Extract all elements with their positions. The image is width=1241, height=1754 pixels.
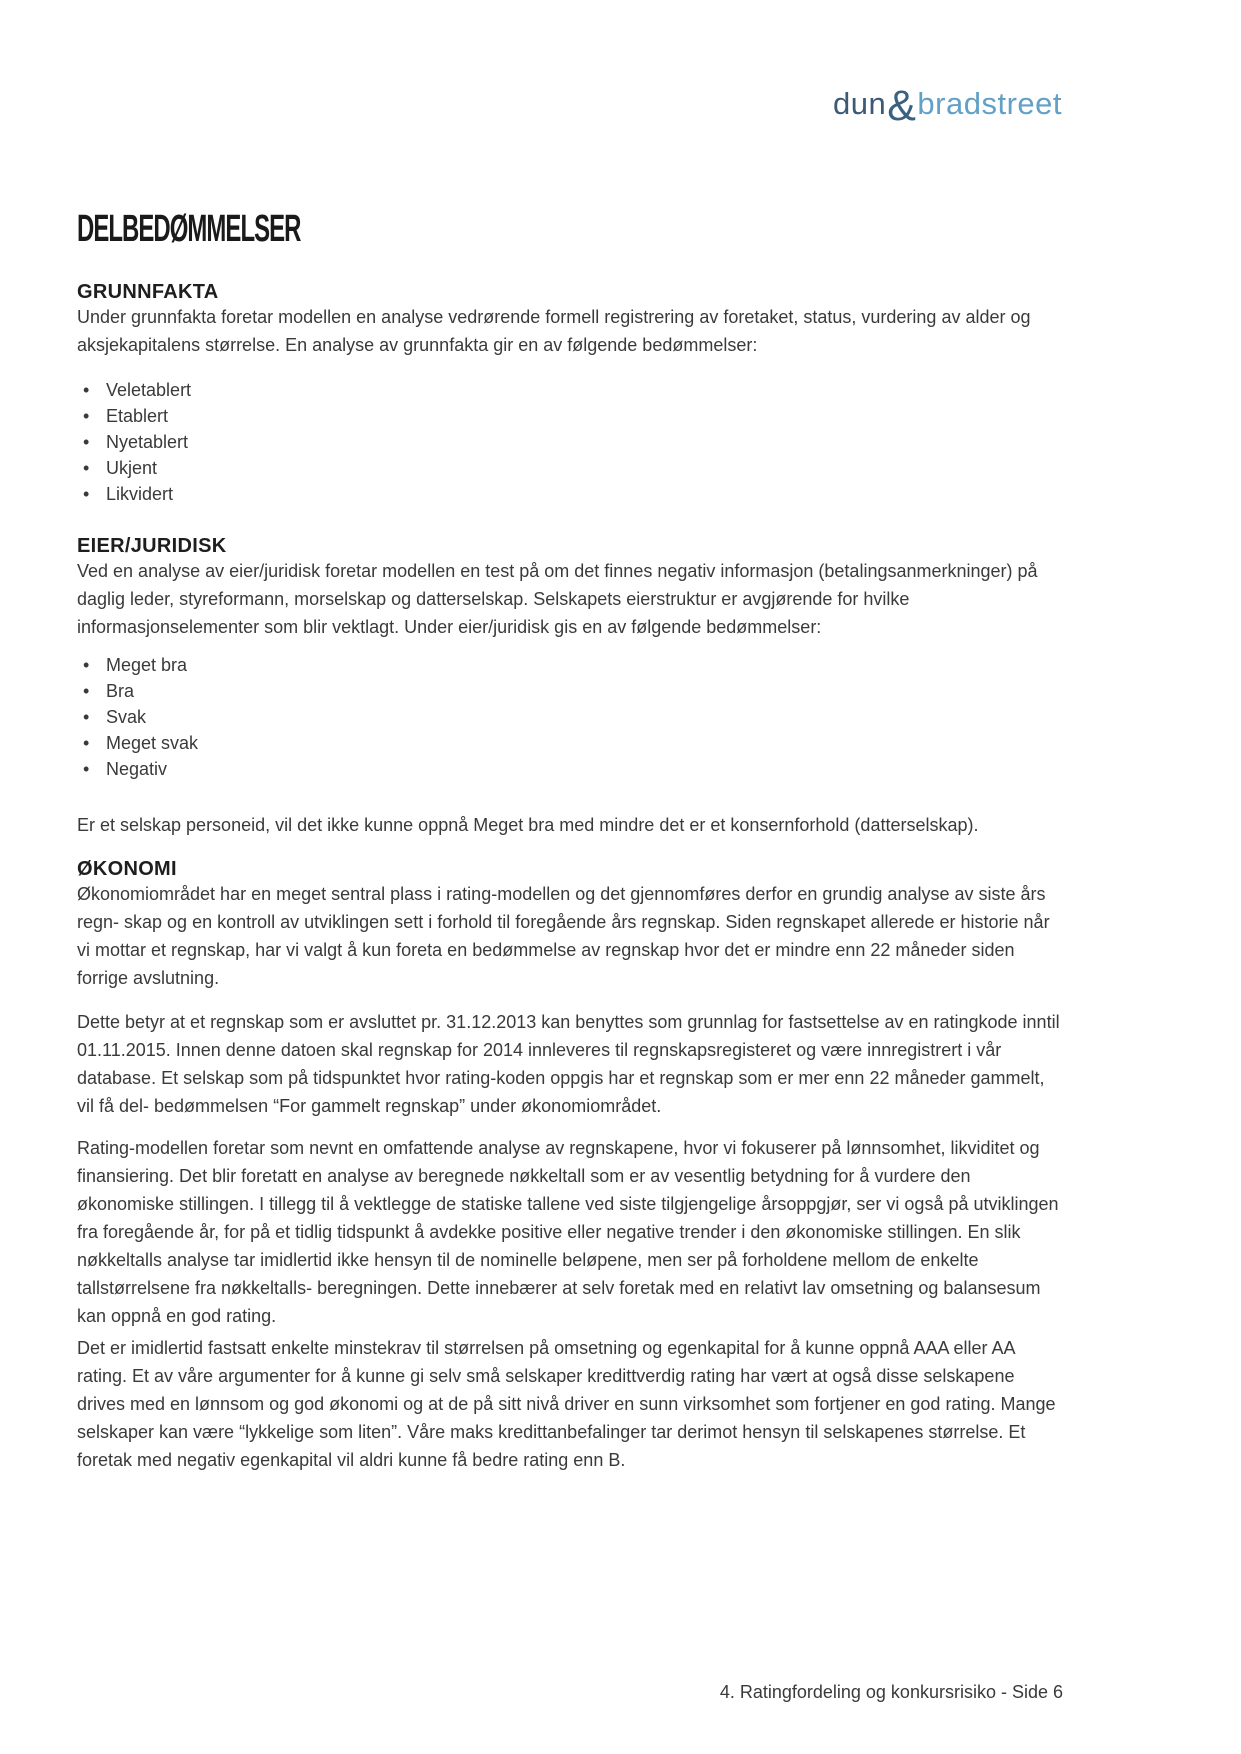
page-footer <box>720 1680 1063 1704</box>
section-heading-grunnfakta: GRUNNFAKTA <box>77 281 219 303</box>
list-item-label: Etablert <box>106 406 169 426</box>
list-item <box>77 756 1062 782</box>
list-item-label: Svak <box>106 707 147 727</box>
list-item <box>77 678 1062 704</box>
document-content <box>77 0 1062 1754</box>
list-item-label: Negativ <box>106 759 168 779</box>
list-item-label: Meget svak <box>106 733 199 753</box>
eier-juridisk-note-paragraph: Er et selskap personeid, vil det ikke kunne oppnå Meget bra med mindre det er et konsernforhold (datterselskap). <box>77 815 979 835</box>
okonomi-paragraph-4: Det er imidlertid fastsatt enkelte minstekrav til størrelsen på omsetning og egenkapital for å kunne oppnå AAA eller AA rating. Et av våre argumenter for å kunne gi selv små selskaper kredittverdig rating har vært at også disse selskapene drives med en lønnsom og god økonomi og at de på sitt nivå driver en sunn virksomhet som fortjener en god rating. Mange selskaper kan være “lykkelige som liten”. Våre maks kredittanbefalinger tar derimot hensyn til selskapenes størrelse. Et foretak med negativ egenkapital vil aldri kunne få bedre rating enn B. <box>77 1338 1056 1470</box>
okonomi-paragraph-2: Dette betyr at et regnskap som er avsluttet pr. 31.12.2013 kan benyttes som grunnlag for fastsettelse av en ratingkode inntil 01.11.2015. Innen denne datoen skal regnskap for 2014 innleveres til regnskapsregisteret og være innregistrert i vår database. Et selskap som på tidspunktet hvor rating-koden oppgis har et regnskap som er mer enn 22 måneder gammelt, vil få del- bedømmelsen “For gammelt regnskap” under økonomiområdet. <box>77 1012 1060 1116</box>
eier-juridisk-bullet-list <box>77 652 1062 782</box>
list-item <box>77 481 1062 507</box>
list-item-label: Meget bra <box>106 655 188 675</box>
list-item-label: Veletablert <box>106 380 192 400</box>
page-title: DELBEDØMMELSER <box>77 208 301 250</box>
list-item <box>77 704 1062 730</box>
list-item <box>77 429 1062 455</box>
footer-text: 4. Ratingfordeling og konkursrisiko - Side 6 <box>719 1682 1063 1702</box>
grunnfakta-intro-paragraph: Under grunnfakta foretar modellen en analyse vedrørende formell registrering av foretaket, status, vurdering av alder og aksjekapitalens størrelse. En analyse av grunnfakta gir en av følgende bedømmelser: <box>77 307 1031 355</box>
list-item-label: Bra <box>106 681 135 701</box>
logo-word-bradstreet: bradstreet <box>917 86 1062 121</box>
logo-word-dun: dun <box>833 86 887 121</box>
list-item-label: Likvidert <box>106 484 174 504</box>
section-heading-eier-juridisk: EIER/JURIDISK <box>77 535 227 557</box>
list-item <box>77 455 1062 481</box>
grunnfakta-bullet-list <box>77 377 1062 507</box>
list-item <box>77 730 1062 756</box>
list-item-label: Nyetablert <box>106 432 189 452</box>
logo-ampersand-icon: & <box>887 82 917 130</box>
list-item <box>77 652 1062 678</box>
okonomi-paragraph-3: Rating-modellen foretar som nevnt en omfattende analyse av regnskapene, hvor vi fokuserer på lønnsomhet, likviditet og finansiering. Det blir foretatt en analyse av beregnede nøkkeltall som er av vesentlig betydning for å vurdere den økonomiske stillingen. I tillegg til å vektlegge de statiske tallene ved siste tilgjengelige årsoppgjør, ser vi også på utviklingen fra foregående år, for på et tidlig tidspunkt å avdekke positive eller negative trender i den økonomiske stillingen. En slik nøkkeltalls analyse tar imidlertid ikke hensyn til de nominelle beløpene, men ser på forholdene mellom de enkelte tallstørrelsene fra nøkkeltalls- beregningen. Dette innebærer at selv foretak med en relativt lav omsetning og balansesum kan oppnå en god rating. <box>77 1138 1059 1326</box>
section-heading-okonomi: ØKONOMI <box>77 858 177 880</box>
list-item-label: Ukjent <box>106 458 158 478</box>
list-item <box>77 377 1062 403</box>
eier-juridisk-intro-paragraph: Ved en analyse av eier/juridisk foretar modellen en test på om det finnes negativ informasjon (betalingsanmerkninger) på daglig leder, styreformann, morselskap og datterselskap. Selskapets eierstruktur er avgjørende for hvilke informasjonselementer som blir vektlagt. Under eier/juridisk gis en av følgende bedømmelser: <box>77 561 1038 637</box>
list-item <box>77 403 1062 429</box>
okonomi-paragraph-1: Økonomiområdet har en meget sentral plass i rating-modellen og det gjennomføres derfor en grundig analyse av siste års regn- skap og en kontroll av utviklingen sett i forhold til foregående års regnskap. Siden regnskapet allerede er historie når vi mottar et regnskap, har vi valgt å kun foreta en bedømmelse av regnskap hvor det er mindre enn 22 måneder siden forrige avslutning. <box>77 884 1050 988</box>
